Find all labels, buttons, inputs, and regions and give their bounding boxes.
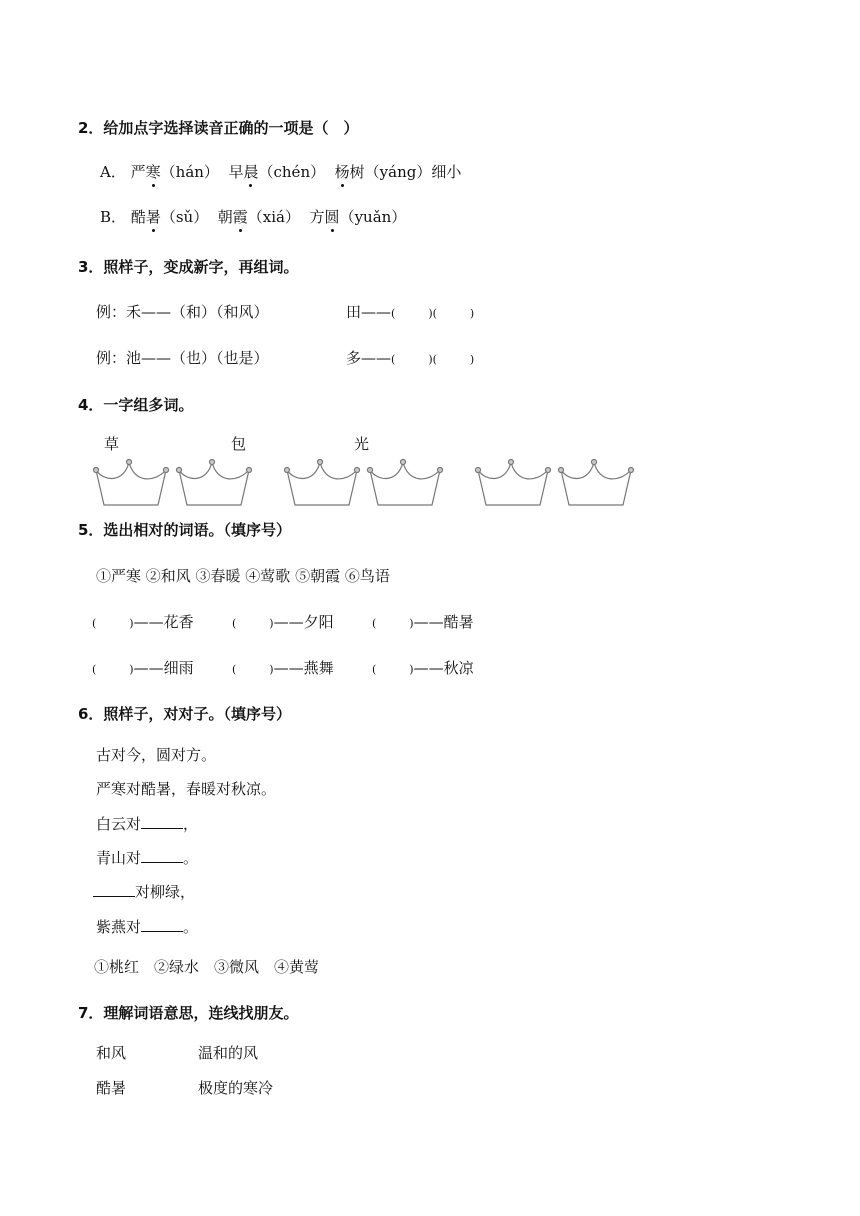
answer-paren[interactable]: ( )( )	[391, 307, 475, 320]
q2-b-item-2: 朝霞（xiá）	[217, 208, 300, 226]
q2-title: 2．给加点字选择读音正确的一项是（ ）	[78, 119, 359, 137]
q2-b-label: B．	[100, 208, 127, 226]
q6-line-2: 严寒对酷暑，春暖对秋凉。	[96, 780, 277, 798]
q5-options: ①严寒 ②和风 ③春暖 ④莺歌 ⑤朝霞 ⑥鸟语	[96, 567, 390, 585]
answer-blank[interactable]	[141, 848, 183, 863]
q5-row-2: ( )——细雨	[92, 659, 194, 677]
q6-line-5: 对柳绿，	[93, 881, 195, 902]
answer-paren[interactable]: ( )	[232, 663, 274, 676]
q7-title: 7．理解词语意思，连线找朋友。	[78, 1004, 299, 1022]
crown-box[interactable]	[177, 460, 252, 506]
q5-row-1: ( )——花香	[92, 613, 194, 631]
q6-line-3: 白云对 ，	[96, 815, 199, 833]
q5-title: 5．选出相对的词语。（填序号）	[78, 521, 291, 539]
q5-row-2: ( )——秋凉	[372, 659, 474, 677]
q2-b-item-1: 酷暑（sǔ）	[130, 208, 209, 226]
crown-box[interactable]	[368, 460, 443, 506]
q3-title: 3．照样子，变成新字，再组词。	[78, 258, 299, 276]
q2-a-item-2: 早晨（chén）	[228, 163, 326, 181]
q3-task-1: 田——( )( )	[346, 303, 475, 321]
crown-box[interactable]	[285, 460, 360, 506]
q2-a-label: A．	[100, 163, 126, 181]
q7-left-word[interactable]: 和风	[96, 1044, 127, 1062]
q2-option-b	[100, 206, 406, 227]
q6-title: 6．照样子，对对子。（填序号）	[78, 705, 291, 723]
answer-paren[interactable]: ( )	[232, 617, 274, 630]
q2-a-item-3: 杨树（yáng）细小	[334, 163, 462, 181]
q6-line-1: 古对今，圆对方。	[96, 746, 217, 764]
answer-blank[interactable]	[141, 917, 183, 932]
answer-blank[interactable]	[93, 882, 135, 897]
q6-options: ①桃红 ②绿水 ③微风 ④黄莺	[94, 958, 320, 976]
q2-a-item-1: 严寒（hán）	[130, 163, 219, 181]
q4-char-3: 光	[354, 435, 370, 453]
q7-right-meaning[interactable]: 极度的寒冷	[198, 1079, 274, 1097]
answer-paren[interactable]: ( )	[92, 663, 134, 676]
crown-box[interactable]	[476, 460, 551, 506]
q3-example-1: 例：禾——（和）（和风）	[96, 303, 269, 321]
q4-char-2: 包	[231, 435, 247, 453]
q6-line-4: 青山对 。	[96, 849, 199, 867]
q6-line-6: 紫燕对 。	[96, 918, 199, 936]
q3-example-2: 例：池——（也）（也是）	[96, 349, 269, 367]
q4-title: 4．一字组多词。	[78, 396, 194, 414]
answer-blank[interactable]	[141, 814, 183, 829]
q2-b-item-3: 方圆（yuǎn）	[309, 208, 407, 226]
answer-paren[interactable]: ( )	[92, 617, 134, 630]
q5-row-1: ( )——夕阳	[232, 613, 334, 631]
q7-left-word[interactable]: 酷暑	[96, 1079, 127, 1097]
crown-box[interactable]	[559, 460, 634, 506]
q2-option-a	[100, 161, 461, 182]
answer-paren[interactable]: ( )	[372, 663, 414, 676]
crown-boxes	[88, 455, 648, 510]
q5-row-2: ( )——燕舞	[232, 659, 334, 677]
q7-right-meaning[interactable]: 温和的风	[198, 1044, 259, 1062]
answer-paren[interactable]: ( )	[372, 617, 414, 630]
answer-paren[interactable]: ( )( )	[391, 353, 475, 366]
q5-row-1: ( )——酷暑	[372, 613, 474, 631]
q4-char-1: 草	[104, 435, 120, 453]
crown-box[interactable]	[94, 460, 169, 506]
q3-task-2: 多——( )( )	[346, 349, 475, 367]
